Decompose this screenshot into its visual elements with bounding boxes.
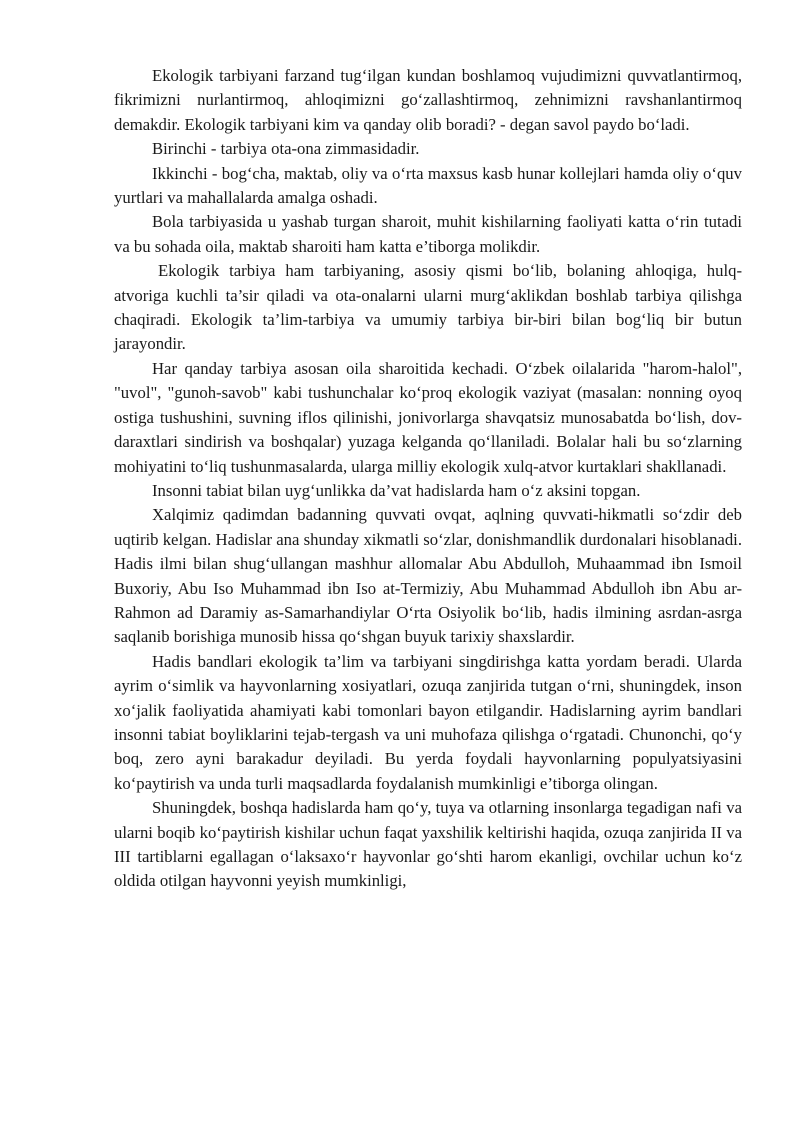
document-page <box>114 64 742 894</box>
paragraph-7: Insonni tabiat bilan uyg‘unlikka da’vat hadislarda ham o‘z aksini topgan. <box>152 480 641 500</box>
paragraph-2: Birinchi - tarbiya ota-ona zimmasidadir. <box>152 139 420 159</box>
paragraph-9: Hadis bandlari ekologik ta’lim va tarbiyani singdirishga katta yordam beradi. Ularda ayrim o‘simlik va hayvonlarning xosiyatlari, ozuqa zanjirida tutgan o‘rni, shuningdek, inson xo‘jalik faoliyatida ahamiyati kabi tomonlari bayon etilgandir. Hadislarning ayrim bandlari insonni tabiat boyliklarini tejab-tergash va uni muhofaza qilishga o‘rgatadi. Chunonchi, qo‘y boq, zero ayni barakadur deyiladi. Bu yerda foydali hayvonlarning populyatsiyasini ko‘paytirish va unda turli maqsadlarda foydalanish mumkinligi e’tiborga olingan. <box>114 651 742 793</box>
paragraph-8: Xalqimiz qadimdan badanning quvvati ovqat, aqlning quvvati-hikmatli so‘zdir deb uqtirib kelgan. Hadislar ana shunday xikmatli so‘zlar, donishmandlik durdonalari hisoblanadi. Hadis ilmi bilan shug‘ullangan mashhur allomalar Abu Abdulloh, Muhaammad ibn Ismoil Buxoriy, Abu Iso Muhammad ibn Iso at-Termiziy, Abu Muhammad Abdulloh ibn Abu ar-Rahmon ad Daramiy as-Samarhandiylar O‘rta Osiyolik bo‘lib, hadis ilmining asrdan-asrga saqlanib borishiga munosib hissa qo‘shgan buyuk tarixiy shaxslardir. <box>114 505 742 647</box>
paragraph-1: Ekologik tarbiyani farzand tug‘ilgan kundan boshlamoq vujudimizni quvvatlantirmoq, fikrimizni nurlantirmoq, ahloqimizni go‘zallashtirmoq, zehnimizni ravshanlantirmoq demakdir. Ekologik tarbiyani kim va qanday olib boradi? - degan savol paydo bo‘ladi. <box>114 66 742 134</box>
paragraph-3: Ikkinchi - bog‘cha, maktab, oliy va o‘rta maxsus kasb hunar kollejlari hamda oliy o‘quv yurtlari va mahallalarda amalga oshadi. <box>114 163 742 208</box>
paragraph-6: Har qanday tarbiya asosan oila sharoitida kechadi. O‘zbek oilalarida "harom-halol", "uvol", "gunoh-savob" kabi tushunchalar ko‘proq ekologik vaziyat (masalan: nonning oyoq ostiga tushushini, suvning iflos qilinishi, jonivorlarga shavqatsiz munosabatda bo‘lish, dov-daraxtlari sindirish va boshqalar) yuzaga kelganda qo‘llaniladi. Bolalar hali bu so‘zlarning mohiyatini to‘liq tushunmasalarda, ularga milliy ekologik xulq-atvor kurtaklari shakllanadi. <box>114 358 742 476</box>
paragraph-4: Bola tarbiyasida u yashab turgan sharoit, muhit kishilarning faoliyati katta o‘rin tutadi va bu sohada oila, maktab sharoiti ham katta e’tiborga molikdir. <box>114 212 742 256</box>
paragraph-5: Ekologik tarbiya ham tarbiyaning, asosiy qismi bo‘lib, bolaning ahloqiga, hulq-atvoriga kuchli ta’sir qiladi va ota-onalarni ularni murg‘aklikdan boshlab tarbiya qilishga chaqiradi. Ekologik ta’lim-tarbiya va umumiy tarbiya bir-biri bilan bog‘liq bir butun jarayondir. <box>114 261 742 354</box>
paragraph-10: Shuningdek, boshqa hadislarda ham qo‘y, tuya va otlarning insonlarga tegadigan nafi va ularni boqib ko‘paytirish kishilar uchun faqat yaxshilik keltirishi haqida, ozuqa zanjirida II va III tartiblarni egallagan o‘laksaxo‘r hayvonlar go‘shti harom ekanligi, ovchilar uchun ko‘z oldida otilgan hayvonni yeyish mumkinligi, <box>114 798 742 891</box>
